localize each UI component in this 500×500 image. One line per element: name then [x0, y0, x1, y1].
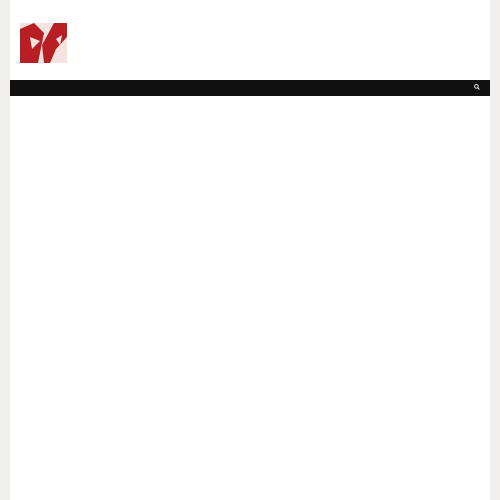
- page: [10, 0, 490, 500]
- primary-nav: [10, 80, 490, 96]
- site-header: [10, 0, 490, 80]
- search-link[interactable]: [474, 84, 480, 92]
- main-content: [10, 96, 376, 500]
- search-icon: [474, 84, 480, 90]
- journal-logo-icon[interactable]: [20, 23, 67, 63]
- user-nav: [456, 19, 480, 26]
